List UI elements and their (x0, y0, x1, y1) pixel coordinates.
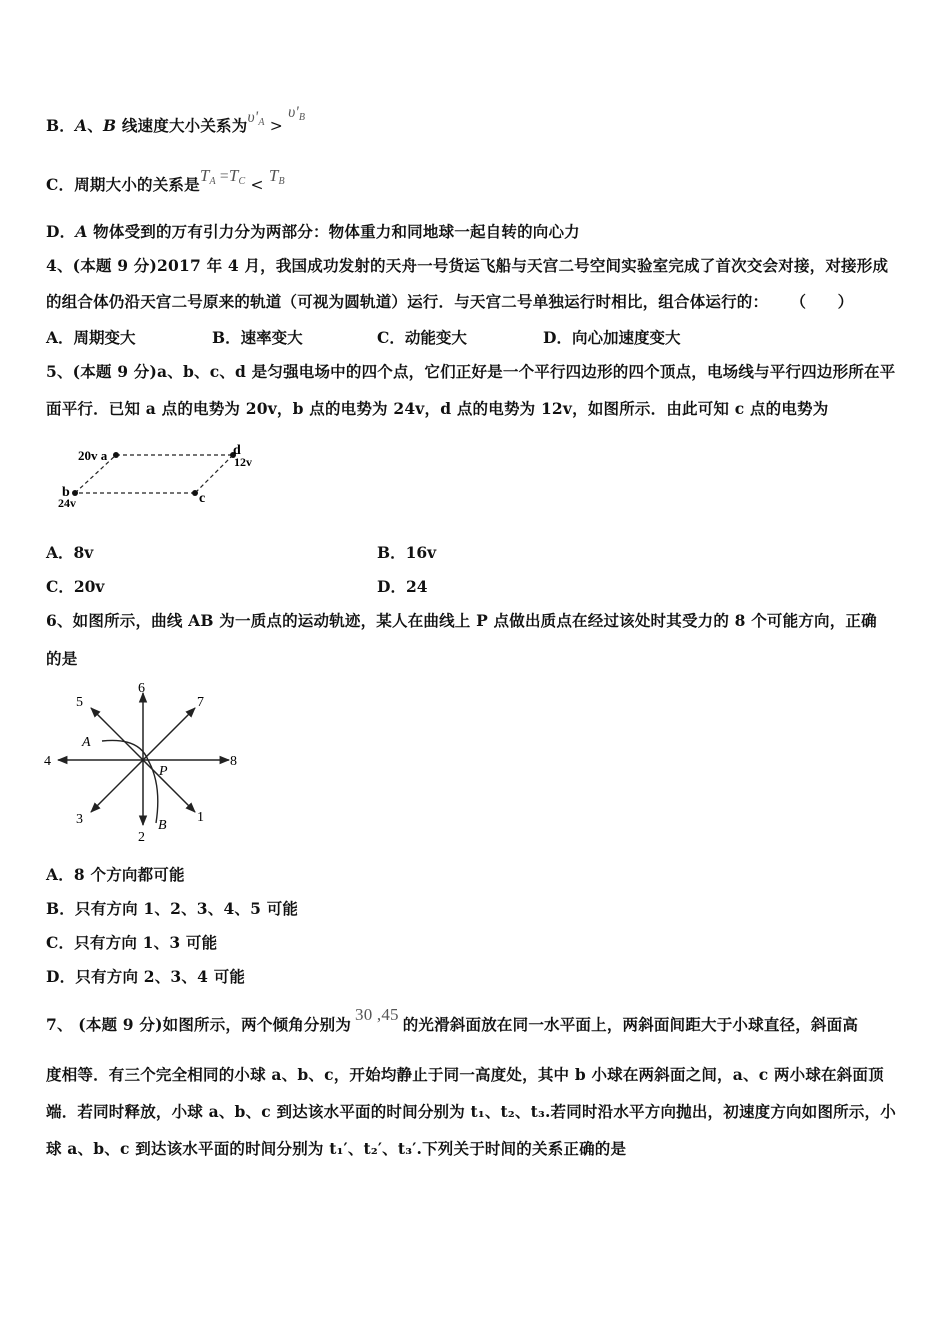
q6-label-8: 8 (230, 754, 237, 769)
q3-option-b-text: 线速度大小关系为 (116, 116, 248, 135)
q6-label-6: 6 (138, 681, 145, 696)
q7-stem-line1 (46, 1005, 859, 1035)
q4-stem-line1: 4、(本题 9 分)2017 年 4 月，我国成功发射的天舟一号货运飞船与天宫二号空间实验室完成了首次交会对接，对接形成 (46, 256, 889, 275)
q5-label-a: 20v a (78, 448, 108, 463)
q7-stem-suffix: 的光滑斜面放在同一水平面上，两斜面间距大于小球直径，斜面高 (402, 1015, 859, 1034)
q5-label-d-value: 12v (234, 455, 252, 469)
q6-stem-line2: 的是 (46, 649, 78, 668)
q6-label-1: 1 (197, 810, 204, 825)
q4-option-d: D．向心加速度变大 (543, 328, 681, 347)
q7-stem-line3: 端．若同时释放，小球 a、b、c 到达该水平面的时间分别为 t₁、t₂、t₃.若同时沿水平方向抛出，初速度方向如图所示，小 (46, 1102, 896, 1121)
q3-option-c-text: C．周期大小的关系是 (46, 175, 200, 194)
q5-edge-dc (195, 455, 233, 493)
q3-formula-va: $\upsilon'_A$ (247, 109, 265, 128)
q6-label-p: P (159, 764, 168, 779)
q6-arrow-7 (143, 708, 195, 760)
q6-arrow-5 (91, 708, 143, 760)
q5-label-d: d (233, 443, 241, 458)
q6-label-4: 4 (44, 754, 51, 769)
q3-option-d-text: 物体受到的万有引力分为两部分：物体重力和同地球一起自转的向心力 (87, 222, 580, 241)
q6-option-c: C．只有方向 1、3 可能 (46, 933, 218, 952)
q3-formula-vb: $\upsilon'_B$ (288, 104, 306, 123)
q4-option-a: A．周期变大 (46, 328, 136, 347)
q3-option-d-a: A (75, 222, 88, 241)
q3-option-b-prefix: B． (46, 116, 76, 135)
q3-option-b-sep: 、 (87, 116, 103, 135)
q7-stem-prefix: 7、 (本题 9 分)如图所示，两个倾角分别为 (46, 1015, 352, 1034)
q5-point-c (192, 490, 198, 496)
q5-option-d: D．24 (377, 577, 428, 596)
q5-stem-line1: 5、(本题 9 分)a、b、c、d 是匀强电场中的四个点，它们正好是一个平行四边形的四个顶点，电场线与平行四边形所在平 (46, 362, 896, 381)
q5-label-b-value: 24v (58, 496, 76, 510)
q3-option-d-prefix: D． (46, 222, 76, 241)
q3-formula-eq: = (215, 168, 229, 185)
q5-point-a (113, 452, 119, 458)
q6-arrow-3 (91, 760, 143, 812)
q5-label-c: c (199, 491, 206, 506)
q3-formula-lt: < (245, 176, 269, 194)
q3-formula-ta: $T_A$ (199, 166, 216, 187)
q5-option-c: C．20v (46, 577, 105, 596)
q6-option-b: B．只有方向 1、2、3、4、5 可能 (46, 899, 299, 918)
q5-label-b: b (62, 485, 70, 500)
q5-option-a: A．8v (46, 543, 94, 562)
q6-force-directions-figure (44, 675, 244, 845)
q3-option-b-b: B (102, 116, 117, 135)
q5-stem-line2: 面平行．已知 a 点的电势为 20v，b 点的电势为 24v，d 点的电势为 12v，如图所示．由此可知 c 点的电势为 (46, 399, 829, 418)
q6-label-b: B (158, 818, 167, 833)
q3-option-b (46, 104, 306, 137)
q7-angles-formula: 30 ,45 (355, 1005, 399, 1024)
q6-label-5: 5 (76, 695, 83, 710)
q6-label-7: 7 (197, 695, 204, 710)
q3-option-d (46, 220, 580, 242)
q4-stem-line2: 的组合体仍沿天宫二号原来的轨道（可视为圆轨道）运行．与天宫二号单独运行时相比，组合体运行的： （ ） (46, 292, 854, 311)
q7-stem-line2: 度相等．有三个完全相同的小球 a、b、c，开始均静止于同一高度处，其中 b 小球在两斜面之间，a、c 两小球在斜面顶 (46, 1065, 884, 1084)
q3-option-c (46, 166, 285, 196)
q3-formula-tb: $T_B$ (268, 166, 285, 187)
q4-option-c: C．动能变大 (377, 328, 467, 347)
q6-label-3: 3 (76, 812, 83, 827)
q6-option-a: A．8 个方向都可能 (46, 865, 185, 884)
q3-formula-gt: > (264, 117, 289, 135)
q6-label-2: 2 (138, 830, 145, 845)
q6-arrow-1 (143, 760, 195, 812)
q6-option-d: D．只有方向 2、3、4 可能 (46, 967, 246, 986)
q5-option-b: B．16v (377, 543, 437, 562)
q5-parallelogram-figure (50, 438, 280, 518)
q4-answer-paren: （ ） (798, 292, 854, 311)
q3-option-b-a: A (75, 116, 88, 135)
q3-formula-tc: $T_C$ (228, 166, 246, 187)
q4-option-b: B．速率变大 (212, 328, 303, 347)
q6-label-a: A (82, 735, 91, 750)
q7-stem-line4: 球 a、b、c 到达该水平面的时间分别为 t₁′、t₂′、t₃′.下列关于时间的关系正确的是 (46, 1139, 627, 1158)
q6-stem-line1: 6、如图所示，曲线 AB 为一质点的运动轨迹，某人在曲线上 P 点做出质点在经过该处时其受力的 8 个可能方向，正确 (46, 611, 877, 630)
